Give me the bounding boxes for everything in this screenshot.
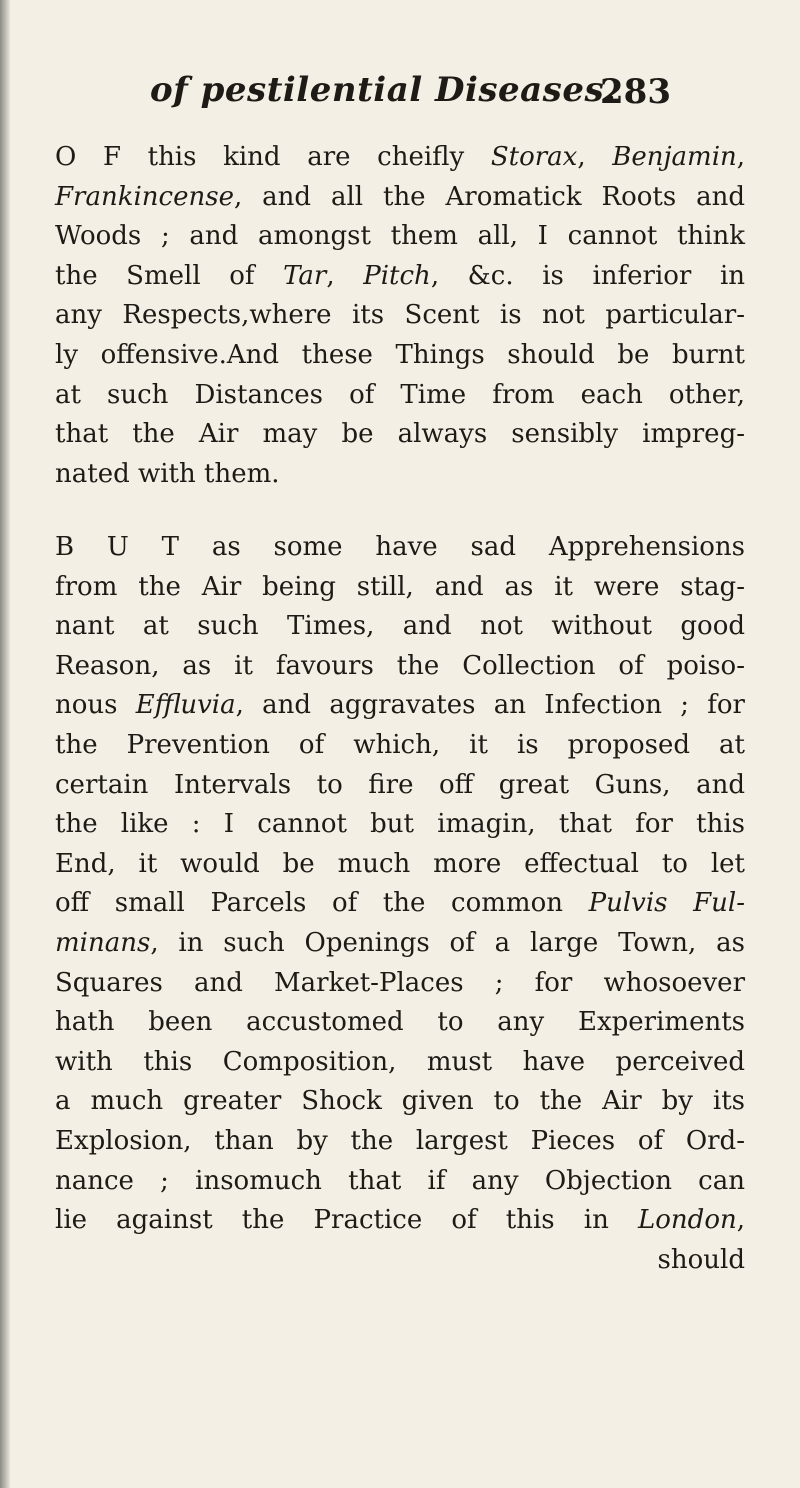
text-run: nous	[55, 690, 136, 721]
text-line	[55, 1082, 745, 1122]
text-line	[55, 726, 745, 766]
paragraph-guns-and-powder	[55, 528, 745, 1280]
paragraph-aromatics	[55, 138, 745, 494]
text-line	[55, 1003, 745, 1043]
text-line	[55, 528, 745, 568]
text-line	[55, 1122, 745, 1162]
text-run: , &c. is inferior in	[430, 260, 746, 291]
italic-term: Effluvia	[135, 690, 236, 721]
text-run: O F this kind are cheifly	[55, 142, 491, 172]
text-run: with this Composition, must have perceived	[55, 1046, 745, 1077]
text-run: nated with them.	[55, 458, 280, 489]
text-line	[55, 845, 745, 885]
text-line	[55, 455, 745, 495]
italic-term: minans	[55, 927, 151, 958]
text-run: the Prevention of which, it is proposed at	[55, 729, 745, 760]
text-run: ,	[736, 142, 746, 172]
text-run: any Respects,where its Scent is not particular-	[55, 300, 745, 331]
text-line	[55, 1201, 745, 1241]
text-run: that the Air may be always sensibly impreg-	[55, 419, 745, 450]
text-line	[55, 884, 745, 924]
text-line	[55, 376, 745, 416]
text-run: should	[657, 1244, 745, 1275]
text-line	[55, 336, 745, 376]
text-run: End, it would be much more effectual to let	[55, 848, 745, 879]
text-run: Squares and Market-Places ; for whosoever	[55, 967, 745, 998]
page-gutter-shadow	[0, 0, 10, 1488]
text-run: ,	[736, 1205, 745, 1236]
italic-term: Frankincense	[55, 181, 234, 212]
text-line	[55, 607, 745, 647]
text-run: nance ; insomuch that if any Objection can	[55, 1165, 745, 1196]
text-line	[55, 138, 745, 178]
italic-term: Pulvis Ful-	[588, 888, 745, 919]
italic-term: Pitch	[363, 260, 431, 291]
text-line	[55, 1162, 745, 1202]
text-run: off small Parcels of the common	[55, 888, 589, 919]
text-line	[55, 296, 745, 336]
text-run: nant at such Times, and not without good	[55, 611, 745, 642]
text-line	[55, 1241, 745, 1281]
text-line	[55, 805, 745, 845]
running-head: of pestilential Diseases.	[150, 70, 617, 110]
text-line	[55, 1043, 745, 1083]
italic-term: Benjamin	[612, 142, 737, 172]
text-run: , and aggravates an Infection ; for	[235, 690, 745, 721]
text-line	[55, 568, 745, 608]
text-line	[55, 415, 745, 455]
text-run: the like : I cannot but imagin, that for this	[55, 809, 745, 840]
text-run: a much greater Shock given to the Air by its	[55, 1086, 745, 1117]
text-run: lie against the Practice of this in	[55, 1205, 639, 1236]
text-run: hath been accustomed to any Experiments	[55, 1007, 745, 1038]
text-run: the Smell of	[55, 260, 284, 291]
text-run: certain Intervals to fire off great Guns, and	[55, 769, 745, 800]
text-line	[55, 686, 745, 726]
text-run: , and all the Aromatick Roots and	[233, 181, 745, 212]
text-line	[55, 964, 745, 1004]
italic-term: Tar	[283, 260, 327, 291]
text-line	[55, 217, 745, 257]
text-run: Reason, as it favours the Collection of poiso-	[55, 650, 745, 681]
text-run: Explosion, than by the largest Pieces of Ord-	[55, 1125, 745, 1156]
text-run: ,	[577, 142, 613, 172]
text-run: from the Air being still, and as it were stag-	[55, 571, 745, 602]
text-line	[55, 647, 745, 687]
text-run: ,	[326, 260, 364, 291]
italic-term: London	[638, 1205, 737, 1236]
text-run: at such Distances of Time from each other,	[55, 379, 745, 410]
text-run: , in such Openings of a large Town, as	[150, 927, 745, 958]
text-run: ly offensive.And these Things should be burnt	[55, 339, 745, 370]
text-run: B U T as some have sad Apprehensions	[55, 532, 745, 562]
text-line	[55, 257, 745, 297]
italic-term: Storax	[490, 142, 578, 172]
text-line	[55, 178, 745, 218]
text-run: Woods ; and amongst them all, I cannot think	[55, 221, 745, 252]
page-number: 283	[600, 72, 671, 112]
text-line	[55, 924, 745, 964]
text-line	[55, 766, 745, 806]
